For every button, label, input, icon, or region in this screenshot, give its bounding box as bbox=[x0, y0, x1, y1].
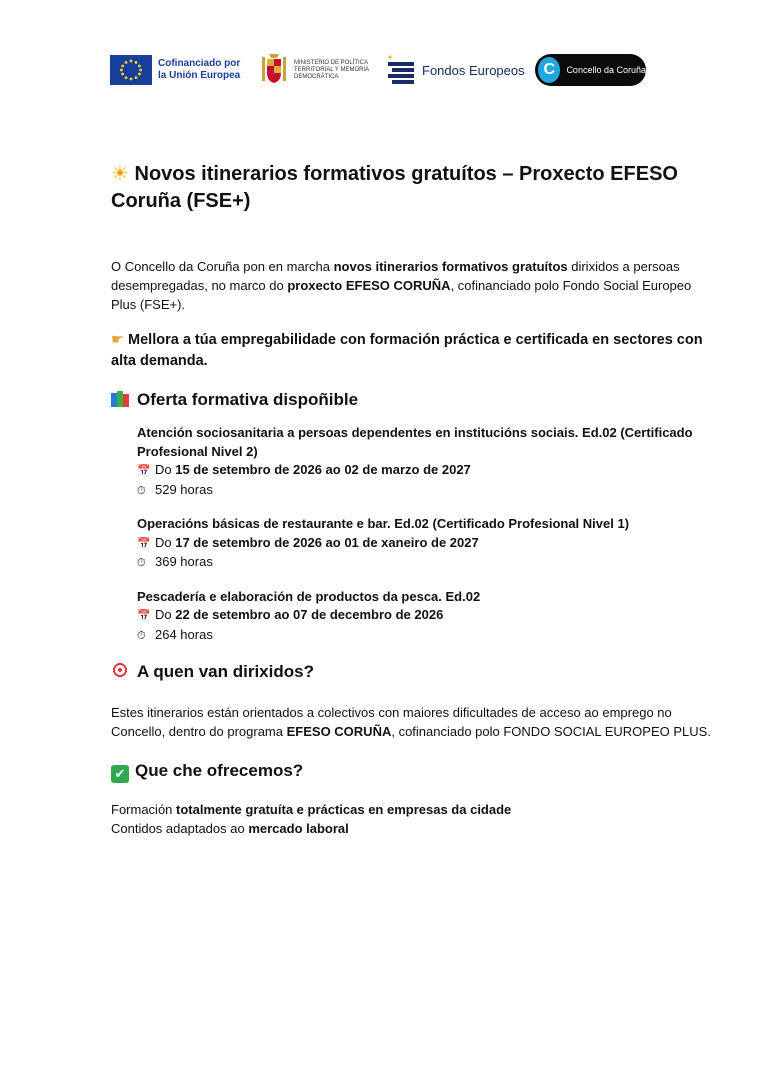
quen-text-1: Estes itinerarios están orientados a colectivos con maiores dificultades de acceso ao emprego no Concello, dentro do programa bbox=[111, 705, 672, 739]
eu-logo bbox=[110, 50, 248, 90]
ofrecemos-heading bbox=[111, 759, 711, 783]
check-mark-icon: ✔ bbox=[111, 765, 129, 783]
highlight-paragraph bbox=[111, 330, 711, 372]
page-title bbox=[111, 160, 711, 215]
books-icon bbox=[111, 391, 129, 407]
course-dates bbox=[137, 461, 711, 481]
fondos-europeos-icon bbox=[386, 54, 416, 86]
intro-text-1: O Concello da Coruña pon en marcha bbox=[111, 259, 334, 274]
hours-value: 529 horas bbox=[155, 481, 213, 497]
course-item bbox=[137, 515, 711, 573]
quen-paragraph bbox=[111, 703, 711, 741]
course-title: Atención sociosanitaria a persoas dependentes en institucións sociais. Ed.02 (Certificado Profesional Nivel 2) bbox=[137, 425, 693, 459]
course-hours bbox=[137, 626, 711, 646]
concello-c-icon: C bbox=[538, 57, 560, 83]
date-range: 22 de setembro ao 07 de decembro de 2026 bbox=[175, 607, 444, 622]
calendar-icon: 📅 bbox=[137, 609, 151, 622]
page-title-text: Novos itinerarios formativos gratuítos – Proxecto EFESO Coruña (FSE+) bbox=[111, 163, 678, 212]
quen-heading bbox=[111, 660, 711, 684]
ofrecemos-item bbox=[111, 800, 711, 819]
ofrecemos-heading-text: Que che ofrecemos? bbox=[135, 761, 304, 780]
quen-heading-text: A quen van dirixidos? bbox=[137, 662, 314, 681]
highlight-text: Mellora a túa empregabilidade con formación práctica e certificada en sectores con alta demanda. bbox=[111, 332, 703, 369]
ministry-logo bbox=[260, 50, 374, 90]
ofrecemos-item bbox=[111, 819, 711, 838]
course-hours bbox=[137, 481, 711, 501]
concello-logo bbox=[535, 54, 646, 86]
quen-bold: EFESO CORUÑA bbox=[286, 724, 392, 739]
hours-value: 264 horas bbox=[155, 626, 213, 642]
hours-value: 369 horas bbox=[155, 554, 213, 569]
quen-text-2: , cofinanciado polo FONDO SOCIAL EUROPEO PLUS. bbox=[391, 724, 711, 739]
course-hours bbox=[137, 553, 711, 573]
intro-text-2: dirixidos a persoas desempregadas, no marco do bbox=[111, 259, 680, 293]
sun-icon: ☀ bbox=[111, 161, 129, 185]
date-prefix: Do bbox=[155, 534, 176, 550]
target-icon bbox=[111, 661, 129, 679]
stopwatch-icon: ⏱ bbox=[137, 483, 146, 497]
course-title: Pescadería e elaboración de productos da pesca. Ed.02 bbox=[137, 588, 481, 604]
oferta-heading bbox=[111, 388, 711, 412]
intro-bold-2: proxecto EFESO CORUÑA bbox=[287, 278, 451, 293]
ministry-logo-text: MINISTERIO DE POLÍTICA TERRITORIAL Y MEMORIA DEMOCRÁTICA bbox=[294, 59, 369, 80]
course-dates bbox=[137, 534, 711, 554]
date-prefix: Do bbox=[155, 607, 176, 622]
ofrecemos-list bbox=[111, 800, 711, 838]
coat-of-arms-icon bbox=[260, 53, 288, 87]
concello-logo-text: Concello da Coruña bbox=[566, 65, 646, 75]
ofrecemos-item-text: Formación bbox=[111, 802, 177, 817]
ofrecemos-item-bold: totalmente gratuíta e prácticas en empresas da cidade bbox=[176, 802, 512, 817]
course-dates bbox=[137, 606, 711, 626]
fondos-europeos-text: Fondos Europeos bbox=[422, 62, 525, 78]
course-list bbox=[137, 424, 711, 645]
content bbox=[111, 160, 711, 838]
course-item bbox=[137, 588, 711, 646]
stopwatch-icon: ⏱ bbox=[137, 556, 146, 569]
eu-logo-text: Cofinanciado por la Unión Europea bbox=[158, 58, 241, 81]
date-range: 17 de setembro de 2026 ao 01 de xaneiro de 2027 bbox=[175, 534, 479, 550]
ofrecemos-item-bold: mercado laboral bbox=[248, 821, 349, 836]
fondos-europeos-logo bbox=[386, 50, 525, 90]
logo-bar bbox=[110, 50, 650, 90]
date-range: 15 de setembro de 2026 ao 02 de marzo de 2027 bbox=[175, 462, 471, 477]
stopwatch-icon: ⏱ bbox=[137, 628, 146, 642]
oferta-heading-text: Oferta formativa dispoñible bbox=[137, 390, 359, 409]
pointing-hand-icon: ☛ bbox=[111, 332, 124, 348]
course-item bbox=[137, 424, 711, 500]
calendar-icon: 📅 bbox=[137, 536, 151, 550]
course-title: Operacións básicas de restaurante e bar. Ed.02 (Certificado Profesional Nivel 1) bbox=[137, 516, 630, 531]
intro-bold-1: novos itinerarios formativos gratuítos bbox=[333, 259, 568, 274]
ofrecemos-item-text: Contidos adaptados ao bbox=[111, 821, 249, 836]
intro-text-3: , cofinanciado polo Fondo Social Europeo Plus (FSE+). bbox=[111, 278, 692, 312]
eu-flag-icon bbox=[110, 55, 152, 85]
intro-paragraph bbox=[111, 257, 711, 314]
date-prefix: Do bbox=[155, 462, 176, 477]
calendar-icon: 📅 bbox=[137, 464, 151, 477]
